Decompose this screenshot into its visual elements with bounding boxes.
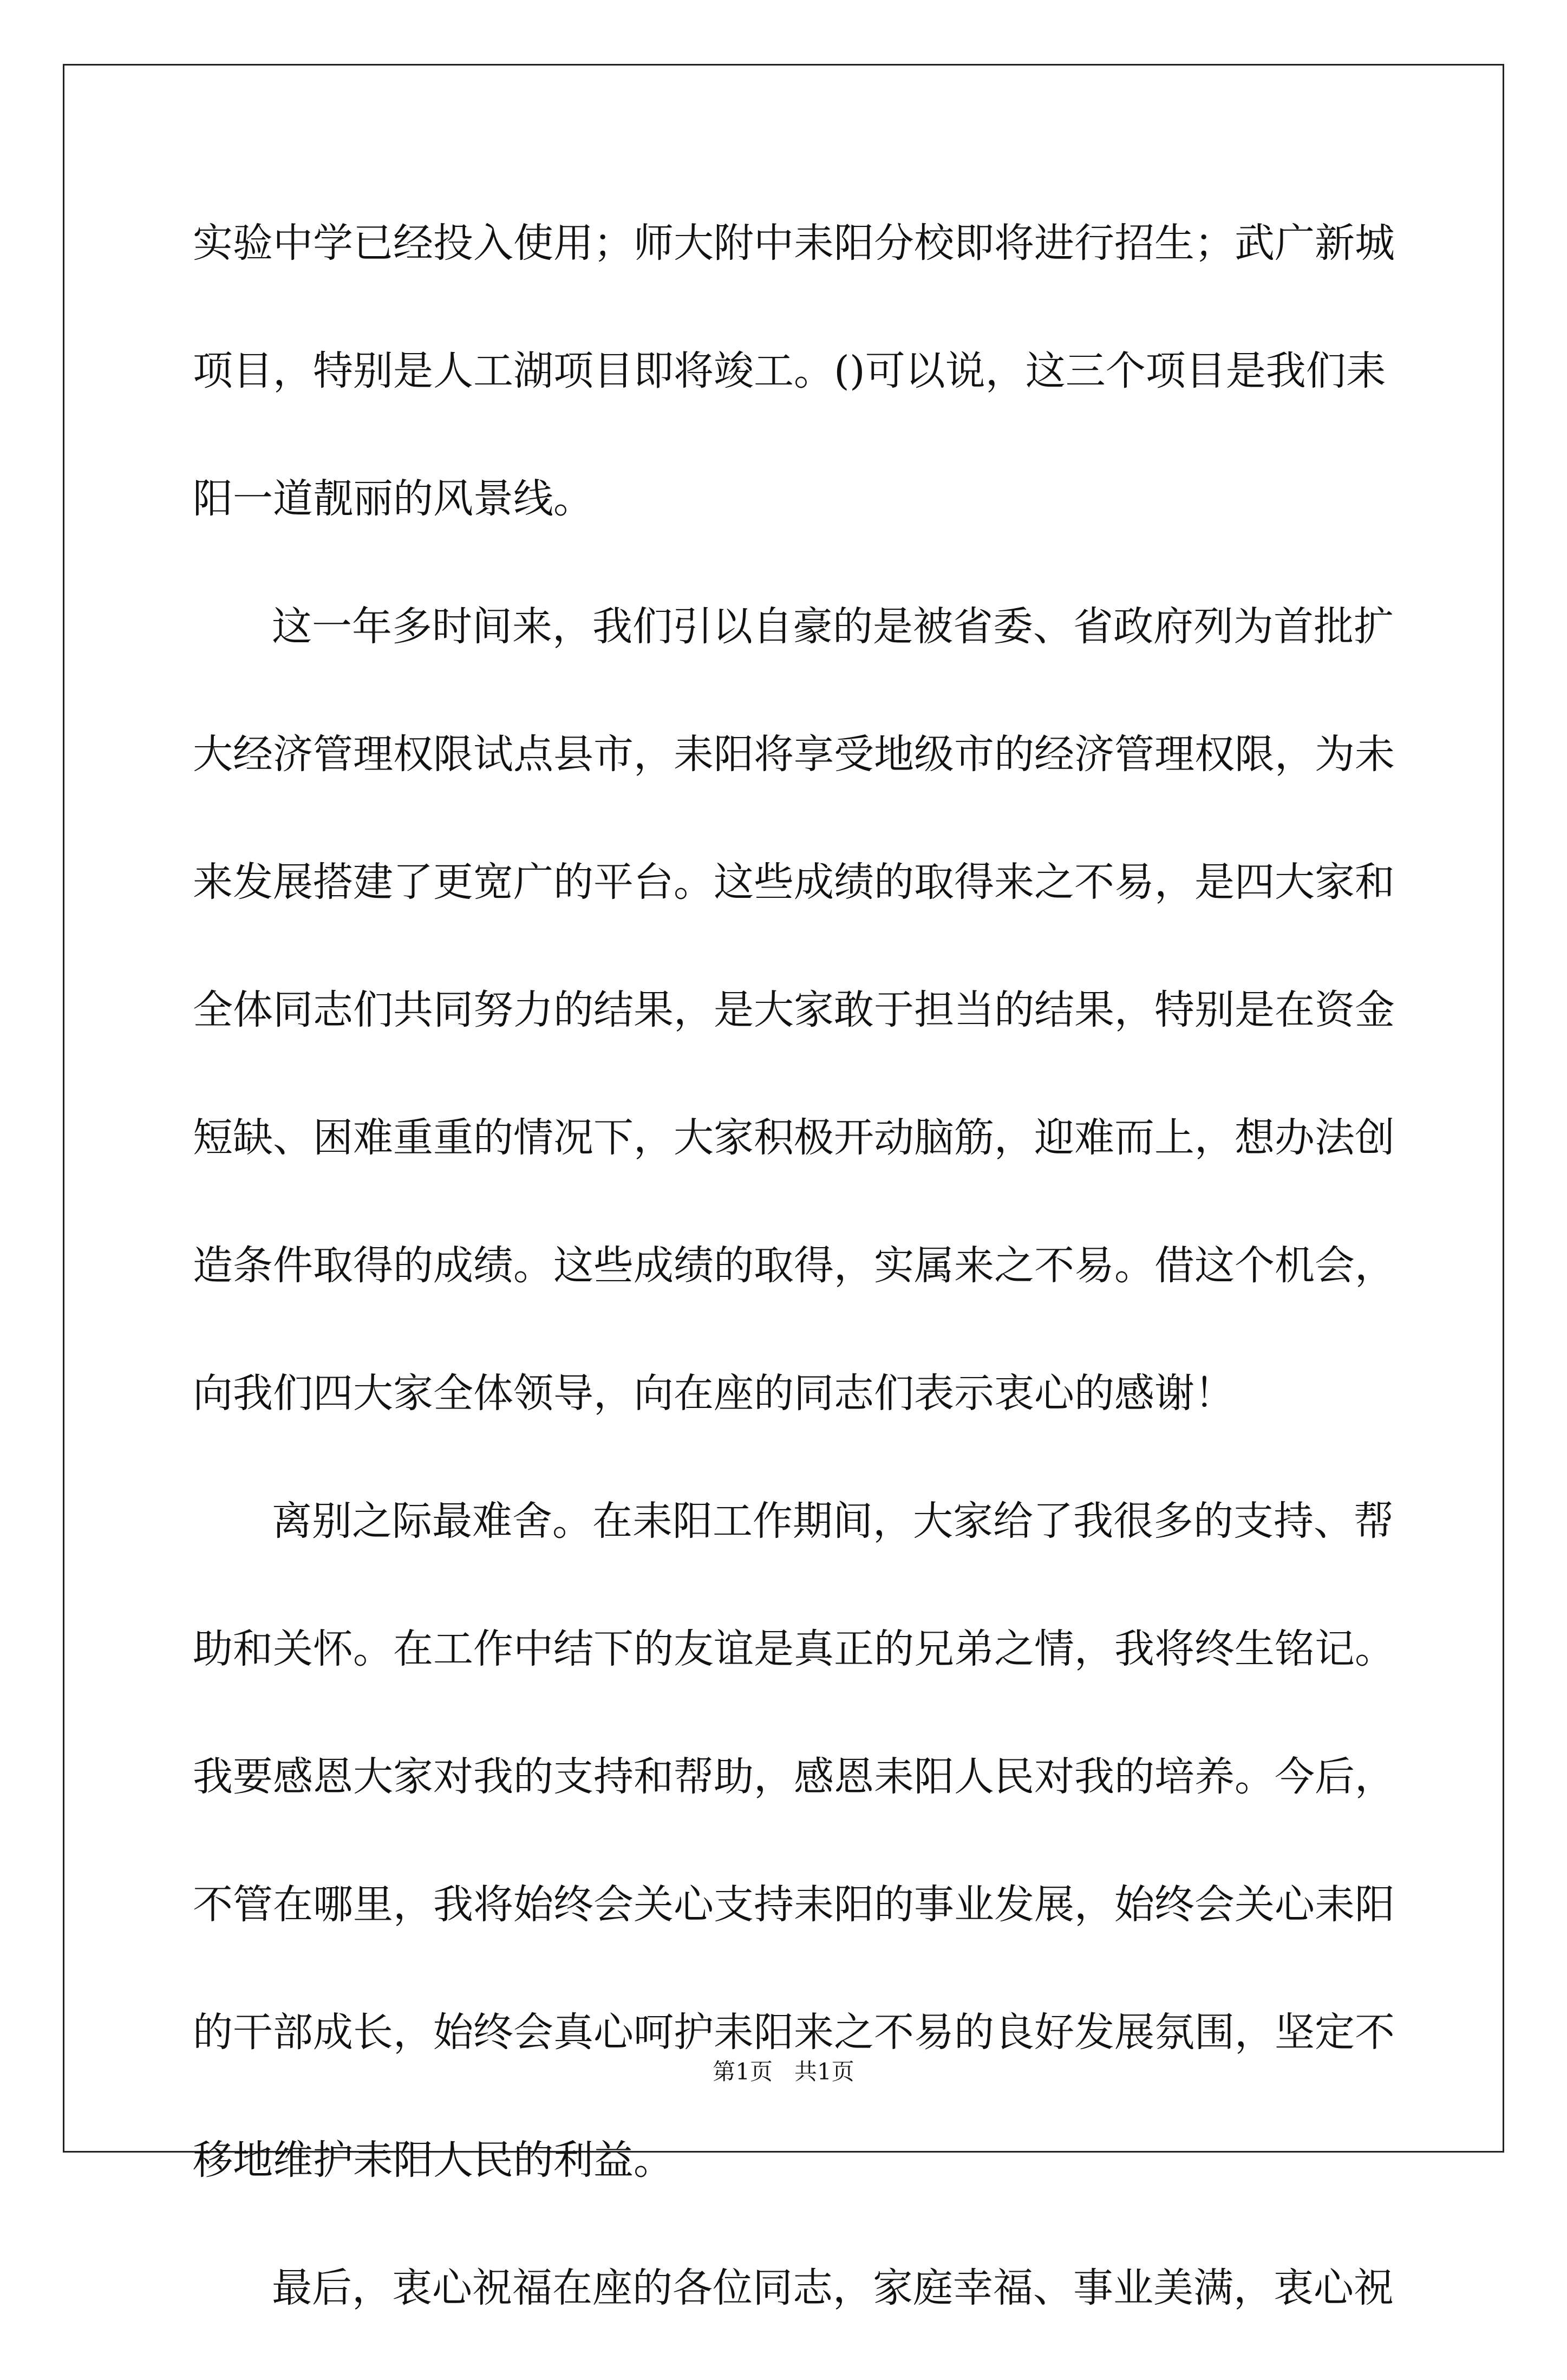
text-line: 不管在哪里，我将始终会关心支持耒阳的事业发展，始终会关心耒阳 (193, 1881, 1395, 1928)
text-line: 实验中学已经投入使用；师大附中耒阳分校即将进行招生；武广新城 (193, 220, 1395, 266)
text-line: 大经济管理权限试点县市，耒阳将享受地级市的经济管理权限，为未 (193, 731, 1395, 778)
body-text (193, 207, 1395, 2380)
text-line: 我要感恩大家对我的支持和帮助，感恩耒阳人民对我的培养。今后， (193, 1753, 1395, 1800)
page-number: 第1页 (713, 2058, 773, 2085)
text-line: 来发展搭建了更宽广的平台。这些成绩的取得来之不易，是四大家和 (193, 859, 1395, 905)
text-line: 短缺、困难重重的情况下，大家积极开动脑筋，迎难而上，想办法创 (193, 1114, 1395, 1161)
paragraph-first-line: 最后，衷心祝福在座的各位同志，家庭幸福、事业美满，衷心祝 (272, 2265, 1394, 2311)
paragraph-first-line: 这一年多时间来，我们引以自豪的是被省委、省政府列为首批扩 (272, 603, 1394, 650)
text-line: 造条件取得的成绩。这些成绩的取得，实属来之不易。借这个机会， (193, 1242, 1395, 1289)
page-total: 共1页 (794, 2058, 854, 2085)
text-line: 向我们四大家全体领导，向在座的同志们表示衷心的感谢！ (193, 1370, 1235, 1417)
text-line: 的干部成长，始终会真心呵护耒阳来之不易的良好发展氛围，坚定不 (193, 2009, 1395, 2056)
text-line: 全体同志们共同努力的结果，是大家敢于担当的结果，特别是在资金 (193, 987, 1395, 1033)
text-line: 助和关怀。在工作中结下的友谊是真正的兄弟之情，我将终生铭记。 (193, 1626, 1395, 1672)
page-footer (0, 2056, 1567, 2088)
text-line: 移地维护耒阳人民的利益。 (193, 2137, 674, 2183)
paragraph-first-line: 离别之际最难舍。在耒阳工作期间，大家给了我很多的支持、帮 (272, 1498, 1394, 1544)
text-line: 阳一道靓丽的风景线。 (193, 475, 593, 522)
text-line: 项目，特别是人工湖项目即将竣工。()可以说，这三个项目是我们耒 (193, 348, 1386, 394)
